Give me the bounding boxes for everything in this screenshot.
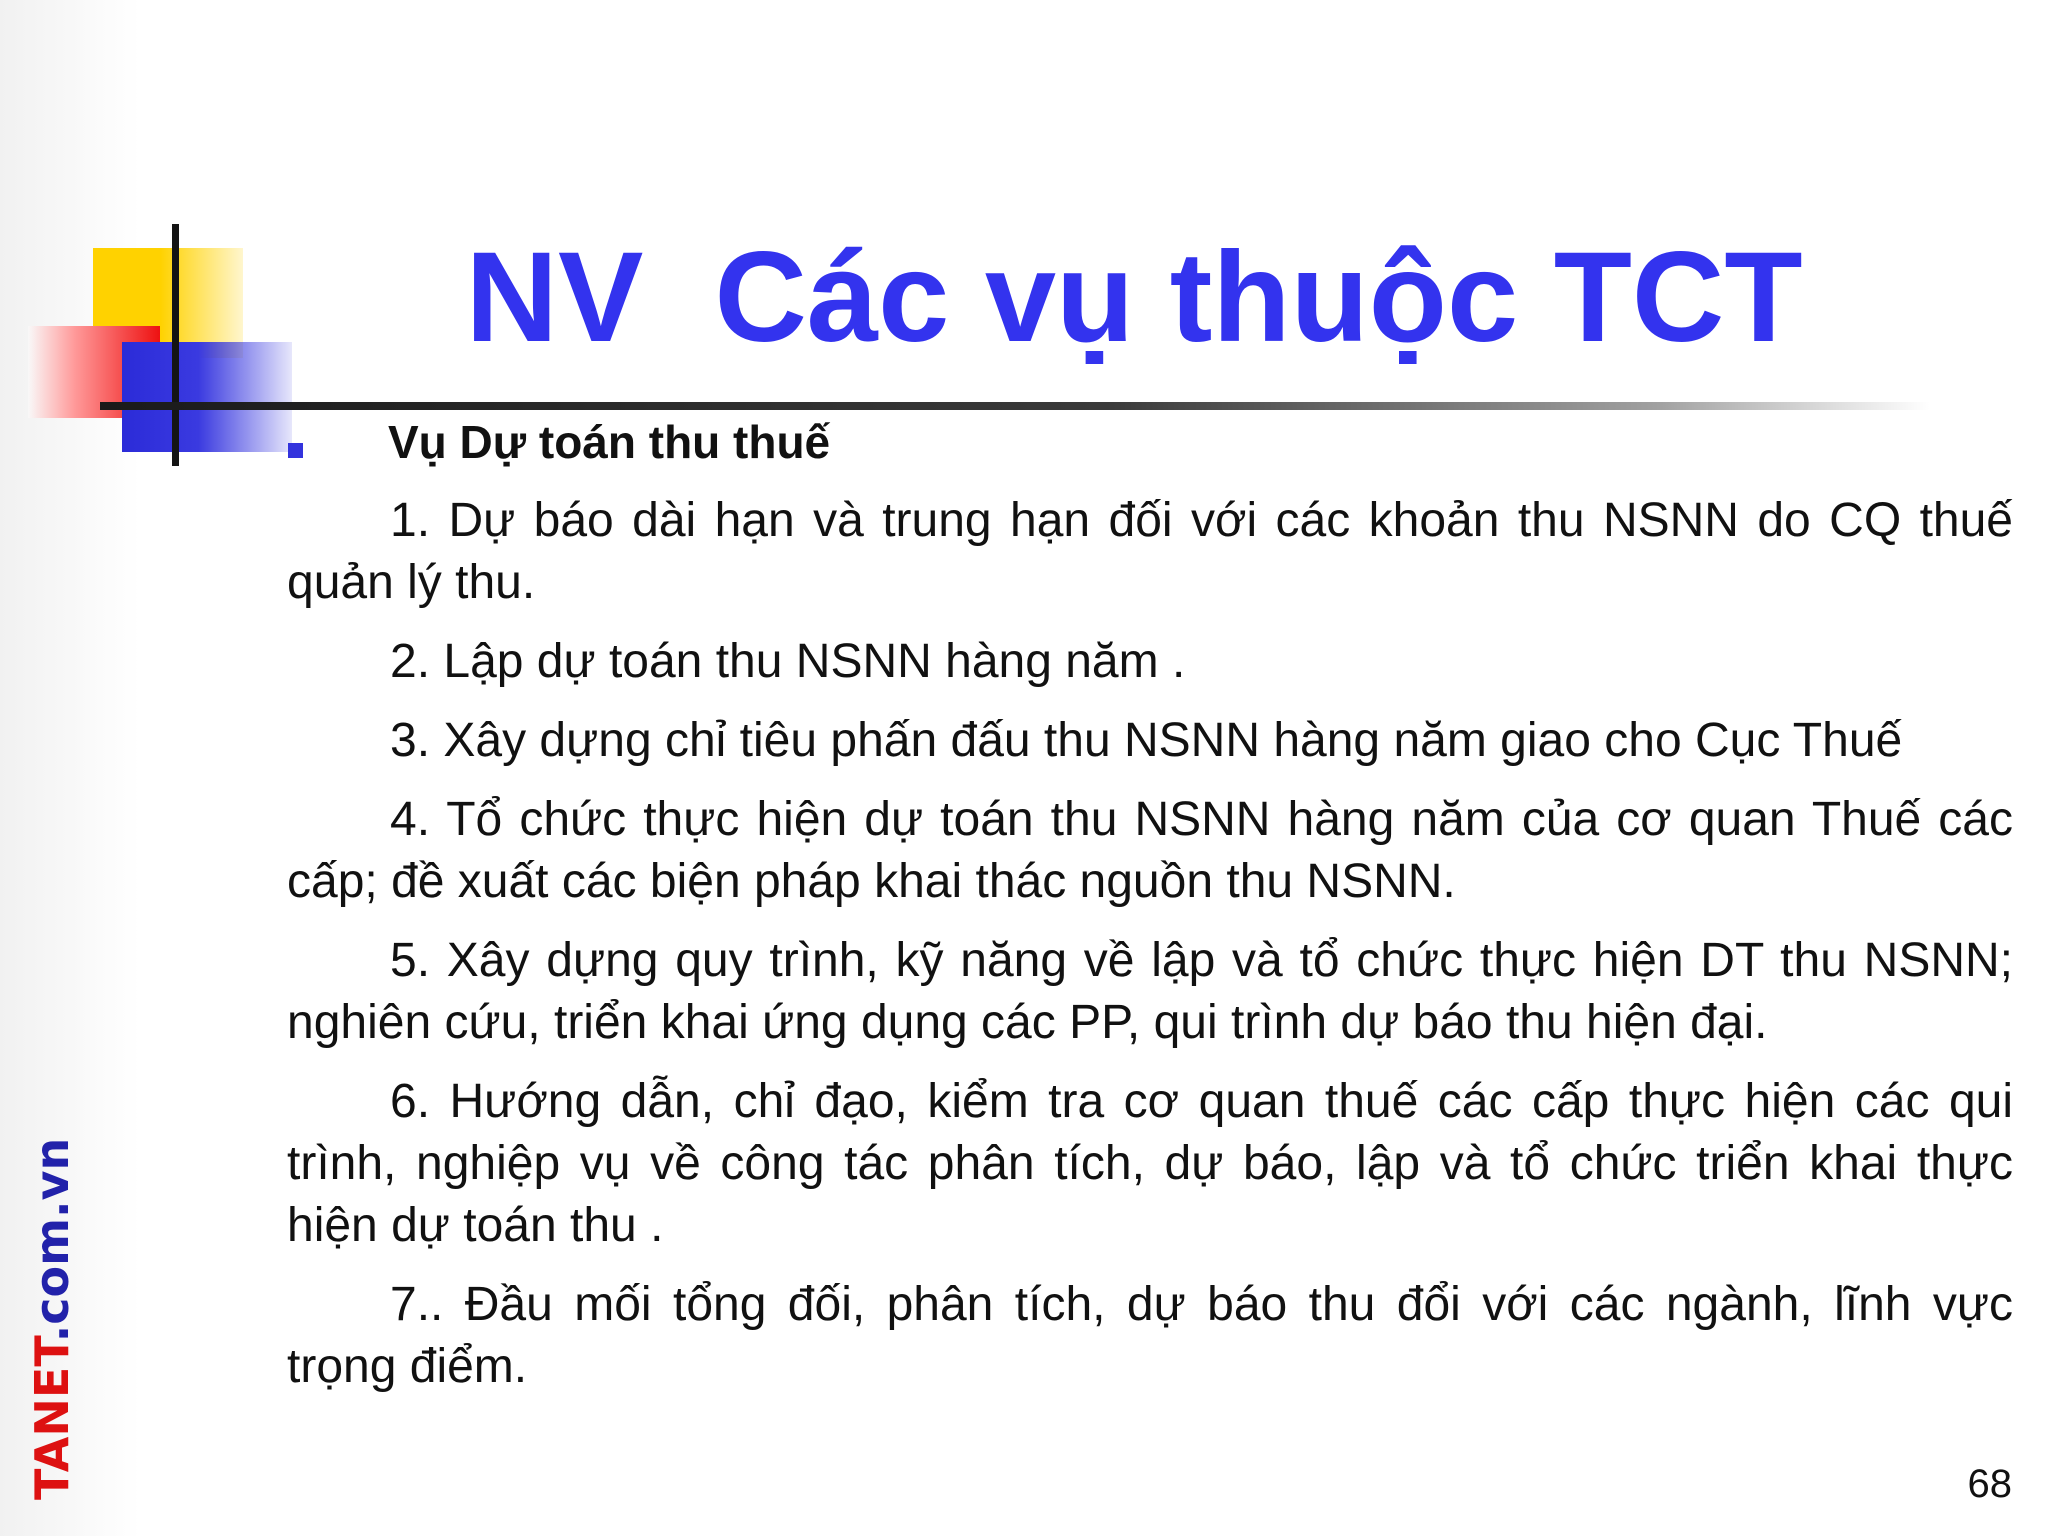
watermark-domain: .com.vn: [25, 1137, 79, 1343]
duty-list: [287, 490, 2013, 1415]
square-bullet-icon: [288, 443, 303, 458]
list-item: 6. Hướng dẫn, chỉ đạo, kiểm tra cơ quan thuế các cấp thực hiện các qui trình, nghiệp vụ về công tác phân tích, dự báo, lập và tổ chức triển khai thực hiện dự toán thu .: [287, 1075, 2013, 1252]
list-item: 2. Lập dự toán thu NSNN hàng năm .: [390, 635, 1186, 688]
slide-title: NV Các vụ thuộc TCT: [465, 226, 1803, 369]
list-item: 1. Dự báo dài hạn và trung hạn đối với các khoản thu NSNN do CQ thuế quản lý thu.: [287, 494, 2013, 609]
list-item: 4. Tổ chức thực hiện dự toán thu NSNN hàng năm của cơ quan Thuế các cấp; đề xuất các biện pháp khai thác nguồn thu NSNN.: [287, 793, 2013, 908]
page-number: 68: [1967, 1462, 2012, 1506]
section-heading: Vụ Dự toán thu thuế: [388, 416, 831, 468]
title-underline-rule: [100, 402, 1930, 410]
list-item: 3. Xây dựng chỉ tiêu phấn đấu thu NSNN hàng năm giao cho Cục Thuế: [390, 714, 1903, 767]
tanet-watermark: [22, 1137, 94, 1500]
watermark-name: TANET: [25, 1342, 79, 1500]
list-item: 5. Xây dựng quy trình, kỹ năng về lập và tổ chức thực hiện DT thu NSNN; nghiên cứu, triển khai ứng dụng các PP, qui trình dự báo thu hiện đại.: [287, 934, 2013, 1049]
list-item: 7.. Đầu mối tổng đối, phân tích, dự báo thu đổi với các ngành, lĩnh vực trọng điểm.: [287, 1278, 2013, 1393]
